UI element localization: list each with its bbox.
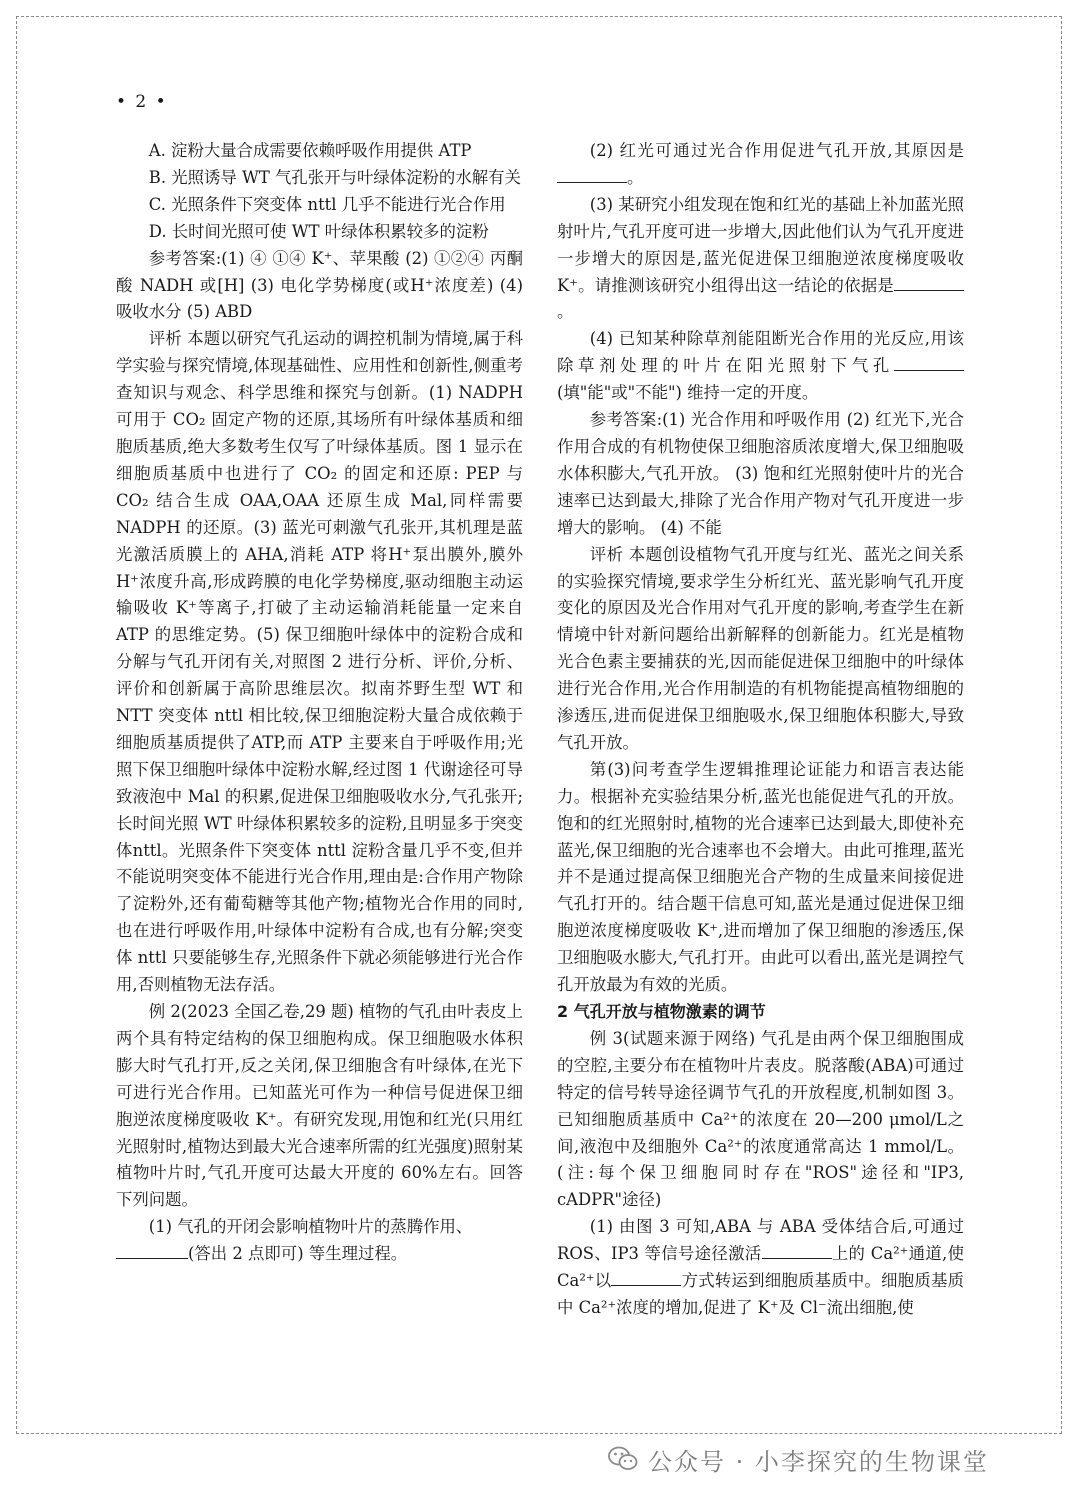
option-d: D. 长时间光照可使 WT 叶绿体积累较多的淀粉 <box>148 221 489 241</box>
analysis-2: 评析 本题创设植物气孔开度与红光、蓝光之间关系的实验探究情境,要求学生分析红光、蓝光影响气孔开度变化的原因及光合作用对气孔开度的影响,考查学生在新情境中针对新问题给出新解释的创新能力。红光是植物光合色素主要捕获的光,因而能促进保卫细胞中的叶绿体进行光合作用,光合作用制造的有机物能提高植物细胞的渗透压,进而促进保卫细胞吸水,保卫细胞体积膨大,导致气孔开放。 <box>557 544 964 752</box>
answer-key-2: 参考答案:(1) 光合作用和呼吸作用 (2) 红光下,光合作用合成的有机物使保卫细胞溶质浓度增大,保卫细胞吸水体积膨大,气孔开放。 (3) 饱和红光照射使叶片的光合速率已达到最大,排除了光合作用产物对气孔开度进一步增大的影响。 (4) 不能 <box>557 410 964 537</box>
left-column <box>116 138 523 1268</box>
question-3 <box>557 192 964 327</box>
question-1-text: (1) 气孔的开闭会影响植物叶片的蒸腾作用、 <box>148 1217 473 1237</box>
question-1 <box>116 1214 523 1268</box>
wechat-icon <box>608 1446 638 1472</box>
question-2-text: (2) 红光可通过光合作用促进气孔开放,其原因是 <box>589 141 964 160</box>
watermark-footer <box>608 1437 1058 1481</box>
question-4-text: (4) 已知某种除草剂能阻断光合作用的光反应,用该除草剂处理的叶片在阳光照射下气孔 <box>557 329 964 376</box>
option-b: B. 光照诱导 WT 气孔张开与叶绿体淀粉的水解有关 <box>148 167 521 187</box>
page-number: • 2 • <box>116 92 168 112</box>
example-2-stem: 例 2(2023 全国乙卷,29 题) 植物的气孔由叶表皮上两个具有特定结构的保卫细胞构成。保卫细胞吸水体积膨大时气孔打开,反之关闭,保卫细胞含有叶绿体,在光下可进行光合作用。已知蓝光可作为一种信号促进保卫细胞逆浓度梯度吸收 K⁺。有研究发现,用饱和红光(只用红光照射时,植物达到最大光合速率所需的红光强度)照射某植物叶片时,气孔开度可达最大开度的 60%左右。回答下列问题。 <box>116 1002 523 1210</box>
answer-blank <box>894 354 964 371</box>
question-2-end: 。 <box>627 167 644 187</box>
example-3-q1-mid: 上的 Ca²⁺通道,使 Ca²⁺以 <box>557 1244 964 1291</box>
section-heading: 2 气孔开放与植物激素的调节 <box>557 1002 766 1021</box>
watermark-text: 公众号 · 小李探究的生物课堂 <box>648 1447 989 1476</box>
right-column <box>557 138 964 1322</box>
example-3-q1-text: (1) 由图 3 可知,ABA 与 ABA 受体结合后,可通过 ROS、IP3 等信号途径激活 <box>557 1217 964 1264</box>
option-a: A. 淀粉大量合成需要依赖呼吸作用提供 ATP <box>148 141 472 160</box>
analysis-1: 评析 本题以研究气孔运动的调控机制为情境,属于科学实验与探究情境,体现基础性、应用性和创新性,侧重考查知识与观念、科学思维和探究与创新。(1) NADPH 可用于 CO₂ 固定产物的还原,其场所有叶绿体基质和细胞质基质,绝大多数考生仅写了叶绿体基质。图 1 显示在细胞质基质中也进行了 CO₂ 的固定和还原: PEP 与 CO₂ 结合生成 OAA,OAA 还原生成 Mal,同样需要 NADPH 的还原。(3) 蓝光可刺激气孔张开,其机理是蓝光激活质膜上的 AHA,消耗 ATP 将H⁺泵出膜外,膜外 H⁺浓度升高,形成跨膜的电化学势梯度,驱动细胞主动运输吸收 K⁺等离子,打破了主动运输消耗能量一定来自 ATP 的思维定势。(5) 保卫细胞叶绿体中的淀粉合成和分解与气孔开闭有关,对照图 2 进行分析、评价,分析、评价和创新属于高阶思维层次。拟南芥野生型 WT 和 NTT 突变体 nttl 相比较,保卫细胞淀粉大量合成依赖于细胞质基质提供了ATP,而 ATP 主要来自于呼吸作用;光照下保卫细胞叶绿体中淀粉水解,经过图 1 代谢途径可导致液泡中 Mal 的积累,促进保卫细胞吸收水分,气孔张开;长时间光照 WT 叶绿体积累较多的淀粉,且明显多于突变体nttl。光照条件下突变体 nttl 淀粉含量几乎不变,但并不能说明突变体不能进行光合作用,理由是:合作用产物除了淀粉外,还有葡萄糖等其他产物;植物光合作用的同时,也在进行呼吸作用,叶绿体中淀粉有合成,也有分解;突变体 nttl 只要能够生存,光照条件下就必须能够进行光合作用,否则植物无法存活。 <box>116 329 523 995</box>
question-4 <box>557 326 964 407</box>
question-1-tail: (答出 2 点即可) 等生理过程。 <box>188 1244 408 1264</box>
example-3-q1-tail: 方式转运到细胞质基质中。细胞质基质中 Ca²⁺浓度的增加,促进了 K⁺及 Cl⁻流出细胞,使 <box>557 1271 965 1317</box>
example-3-stem: 例 3(试题来源于网络) 气孔是由两个保卫细胞围成的空腔,主要分布在植物叶片表皮。脱落酸(ABA)可通过特定的信号转导途径调节气孔的开放程度,机制如图 3。已知细胞质基质中 Ca²⁺的浓度在 20—200 μmol/L之间,液泡中及细胞外 Ca²⁺的浓度通常高达 1 mmol/L。(注:每个保卫细胞同时存在"ROS"途径和"IP3, cADPR"途径) <box>557 1028 964 1210</box>
question-4-end: (填"能"或"不能") 维持一定的开度。 <box>557 383 819 403</box>
example-3-question-1 <box>557 1214 964 1322</box>
answer-blank <box>557 166 627 183</box>
answer-blank <box>611 1269 681 1286</box>
question-3-end: 。 <box>557 302 574 322</box>
answer-blank <box>762 1242 832 1259</box>
answer-blank <box>894 273 964 290</box>
answer-blank <box>116 1242 188 1259</box>
question-2 <box>557 138 964 192</box>
answer-key-1: 参考答案:(1) ④ ①④ K⁺、苹果酸 (2) ①②④ 丙酮酸 NADH 或[H] (3) 电化学势梯度(或H⁺浓度差) (4) 吸收水分 (5) ABD <box>116 248 523 322</box>
question-3-text: (3) 某研究小组发现在饱和红光的基础上补加蓝光照射叶片,气孔开度可进一步增大,因此他们认为气孔开度进一步增大的原因是,蓝光促进保卫细胞逆浓度梯度吸收 K⁺。请推测该研究小组得出这一结论的依据是 <box>557 194 964 295</box>
option-c: C. 光照条件下突变体 nttl 几乎不能进行光合作用 <box>148 194 506 214</box>
analysis-2-part-3: 第(3)问考查学生逻辑推理论证能力和语言表达能力。根据补充实验结果分析,蓝光也能促进气孔的开放。饱和的红光照射时,植物的光合速率已达到最大,即使补充蓝光,保卫细胞的光合速率也不会增大。由此可推理,蓝光并不是通过提高保卫细胞光合产物的生成量来间接促进气孔打开的。结合题干信息可知,蓝光是通过促进保卫细胞逆浓度梯度吸收 K⁺,进而增加了保卫细胞的渗透压,保卫细胞吸水膨大,气孔打开。由此可以看出,蓝光是调控气孔开放最为有效的光质。 <box>557 759 964 995</box>
